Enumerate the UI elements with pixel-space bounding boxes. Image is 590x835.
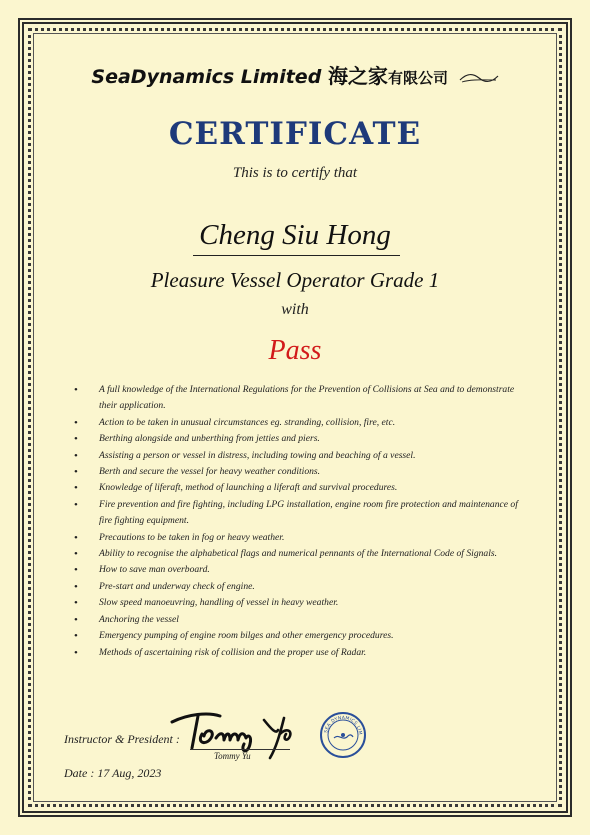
list-item: • Ability to recognise the alphabetical flags and numerical pennants of the International Code of Signals. — [74, 546, 520, 562]
list-item: • Anchoring the vessel — [74, 612, 520, 628]
list-item: • Berth and secure the vessel for heavy weather conditions. — [74, 464, 520, 480]
svg-text:SEA DYNAMICS LIMITED: SEA DYNAMICS LIM — [324, 715, 363, 736]
date-text: Date : 17 Aug, 2023 — [64, 766, 162, 780]
result-text: Pass — [268, 335, 322, 366]
signer-name: Tommy Yu — [214, 751, 251, 761]
certificate-title: CERTIFICATE — [168, 116, 422, 152]
certify-line: This is to certify that — [232, 165, 358, 181]
list-item: • Knowledge of liferaft, method of launching a liferaft and survival procedures. — [74, 480, 520, 496]
list-item: • Berthing alongside and unberthing from jetties and piers. — [74, 431, 520, 447]
list-item: • Slow speed manoeuvring, handling of vessel in heavy weather. — [74, 595, 520, 611]
list-item: • Emergency pumping of engine room bilges and other emergency procedures. — [74, 628, 520, 644]
course-name: Pleasure Vessel Operator Grade 1 — [150, 268, 440, 292]
list-item: • Action to be taken in unusual circumstances eg. stranding, collision, fire, etc. — [74, 415, 520, 431]
company-seal-icon — [319, 711, 367, 759]
company-name-cn-suffix: 有限公司 — [387, 69, 448, 87]
company-header — [0, 60, 590, 89]
list-item: • A full knowledge of the International Regulations for the Prevention of Collisions at Sea and to demonstrate their application. — [74, 382, 520, 415]
instructor-label: Instructor & President : — [64, 732, 180, 746]
list-item: • Precautions to be taken in fog or heavy weather. — [74, 530, 520, 546]
list-item: • Methods of ascertaining risk of collision and the proper use of Radar. — [74, 645, 520, 661]
list-item: • Pre-start and underway check of engine. — [74, 579, 520, 595]
competency-list — [74, 382, 520, 661]
list-item: • How to save man overboard. — [74, 562, 520, 578]
holder-name-underline — [193, 255, 400, 256]
list-item: • Fire prevention and fire fighting, including LPG installation, engine room fire protection and maintenance of fire fighting equipment. — [74, 497, 520, 530]
wave-logo-icon — [459, 71, 499, 85]
holder-name: Cheng Siu Hong — [199, 219, 391, 251]
signature-line — [190, 749, 290, 750]
company-name-cn: 海之家 — [327, 64, 388, 88]
company-name-en: SeaDynamics Limited — [91, 66, 322, 88]
with-text: with — [281, 301, 309, 318]
list-item: • Assisting a person or vessel in distress, including towing and beaching of a vessel. — [74, 448, 520, 464]
